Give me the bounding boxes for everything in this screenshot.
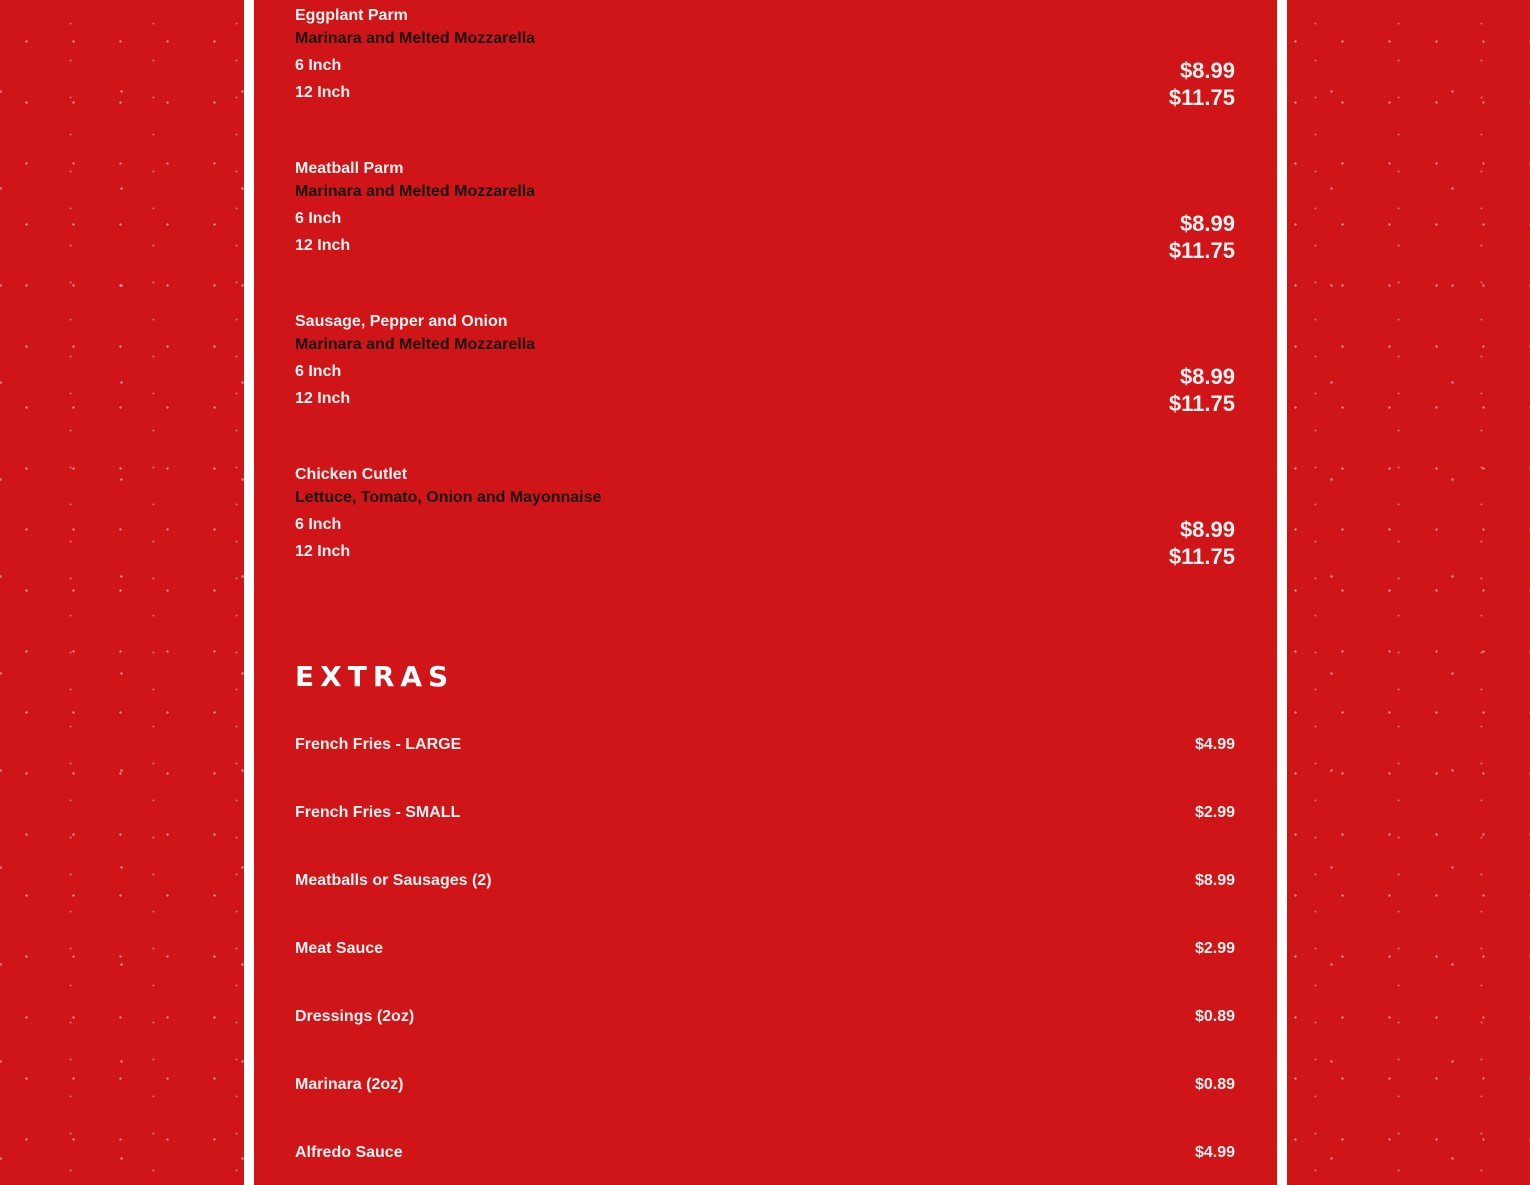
item-description: Marinara and Melted Mozzarella [295, 336, 536, 353]
size-price: $11.75 [1168, 544, 1235, 569]
size-label: 12 Inch [295, 543, 351, 560]
size-price: $11.75 [1168, 85, 1235, 110]
extra-item [295, 1076, 1235, 1098]
extra-item [295, 736, 1235, 758]
size-price: $8.99 [1179, 517, 1235, 542]
item-description: Marinara and Melted Mozzarella [295, 30, 536, 47]
item-name: Eggplant Parm [295, 7, 408, 24]
extra-price: $2.99 [1194, 804, 1235, 821]
size-price: $8.99 [1179, 211, 1235, 236]
size-price: $8.99 [1179, 364, 1235, 389]
size-label: 12 Inch [295, 84, 351, 101]
panel-border-left [244, 0, 254, 1185]
extra-name: Meat Sauce [295, 940, 384, 957]
menu-panel [254, 0, 1277, 1185]
section-title-extras: EXTRAS [295, 660, 455, 693]
extra-item [295, 1144, 1235, 1166]
extra-name: Meatballs or Sausages (2) [295, 872, 492, 889]
item-description: Lettuce, Tomato, Onion and Mayonnaise [295, 489, 602, 506]
extra-price: $0.89 [1194, 1008, 1235, 1025]
size-label: 6 Inch [295, 516, 342, 533]
menu-item [295, 313, 1235, 423]
menu-item [295, 466, 1235, 576]
menu-item [295, 160, 1235, 270]
extra-price: $0.89 [1194, 1076, 1235, 1093]
extra-price: $4.99 [1194, 736, 1235, 753]
extra-item [295, 1008, 1235, 1030]
panel-border-right [1277, 0, 1287, 1185]
item-name: Sausage, Pepper and Onion [295, 313, 508, 330]
size-label: 12 Inch [295, 390, 351, 407]
extra-price: $8.99 [1194, 872, 1235, 889]
extra-name: French Fries - LARGE [295, 736, 462, 753]
extra-item [295, 804, 1235, 826]
item-name: Meatball Parm [295, 160, 404, 177]
size-price: $8.99 [1179, 58, 1235, 83]
item-description: Marinara and Melted Mozzarella [295, 183, 536, 200]
extra-price: $4.99 [1194, 1144, 1235, 1161]
menu-item [295, 7, 1235, 117]
item-name: Chicken Cutlet [295, 466, 408, 483]
extra-price: $2.99 [1194, 940, 1235, 957]
size-label: 6 Inch [295, 363, 342, 380]
extra-item [295, 940, 1235, 962]
extra-name: French Fries - SMALL [295, 804, 461, 821]
size-label: 6 Inch [295, 210, 342, 227]
extra-name: Marinara (2oz) [295, 1076, 404, 1093]
size-label: 12 Inch [295, 237, 351, 254]
extra-name: Dressings (2oz) [295, 1008, 415, 1025]
size-price: $11.75 [1168, 391, 1235, 416]
extra-name: Alfredo Sauce [295, 1144, 403, 1161]
size-label: 6 Inch [295, 57, 342, 74]
extra-item [295, 872, 1235, 894]
size-price: $11.75 [1168, 238, 1235, 263]
